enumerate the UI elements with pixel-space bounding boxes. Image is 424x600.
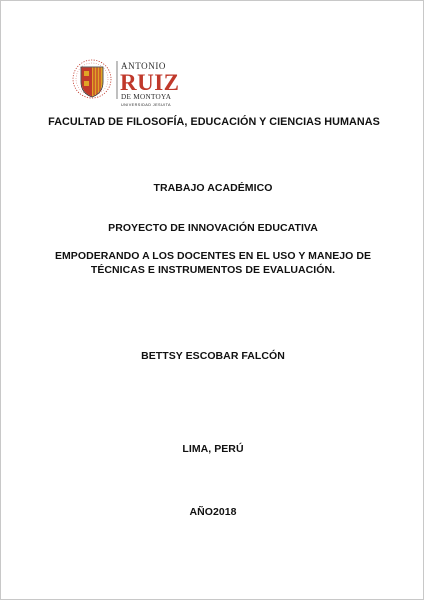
publication-year: AÑO2018: [189, 506, 237, 518]
university-logo: [69, 55, 181, 113]
logo-university: UNIVERSIDAD JESUITA: [121, 103, 171, 107]
document-title-line-2: TÉCNICAS E INSTRUMENTOS DE EVALUACIÓN.: [90, 264, 336, 276]
faculty-heading: FACULTAD DE FILOSOFÍA, EDUCACIÓN Y CIENCIAS HUMANAS: [48, 116, 380, 128]
logo-name-sub: DE MONTOYA: [121, 93, 172, 101]
logo-name-top: ANTONIO: [121, 61, 167, 71]
work-type: TRABAJO ACADÉMICO: [153, 182, 273, 194]
project-type: PROYECTO DE INNOVACIÓN EDUCATIVA: [108, 222, 318, 234]
logo-name-main: RUIZ: [120, 70, 180, 95]
author-name: BETTSY ESCOBAR FALCÓN: [141, 350, 285, 362]
city-country: LIMA, PERÚ: [182, 443, 244, 455]
document-title-line-1: EMPODERANDO A LOS DOCENTES EN EL USO Y MANEJO DE: [54, 250, 372, 262]
